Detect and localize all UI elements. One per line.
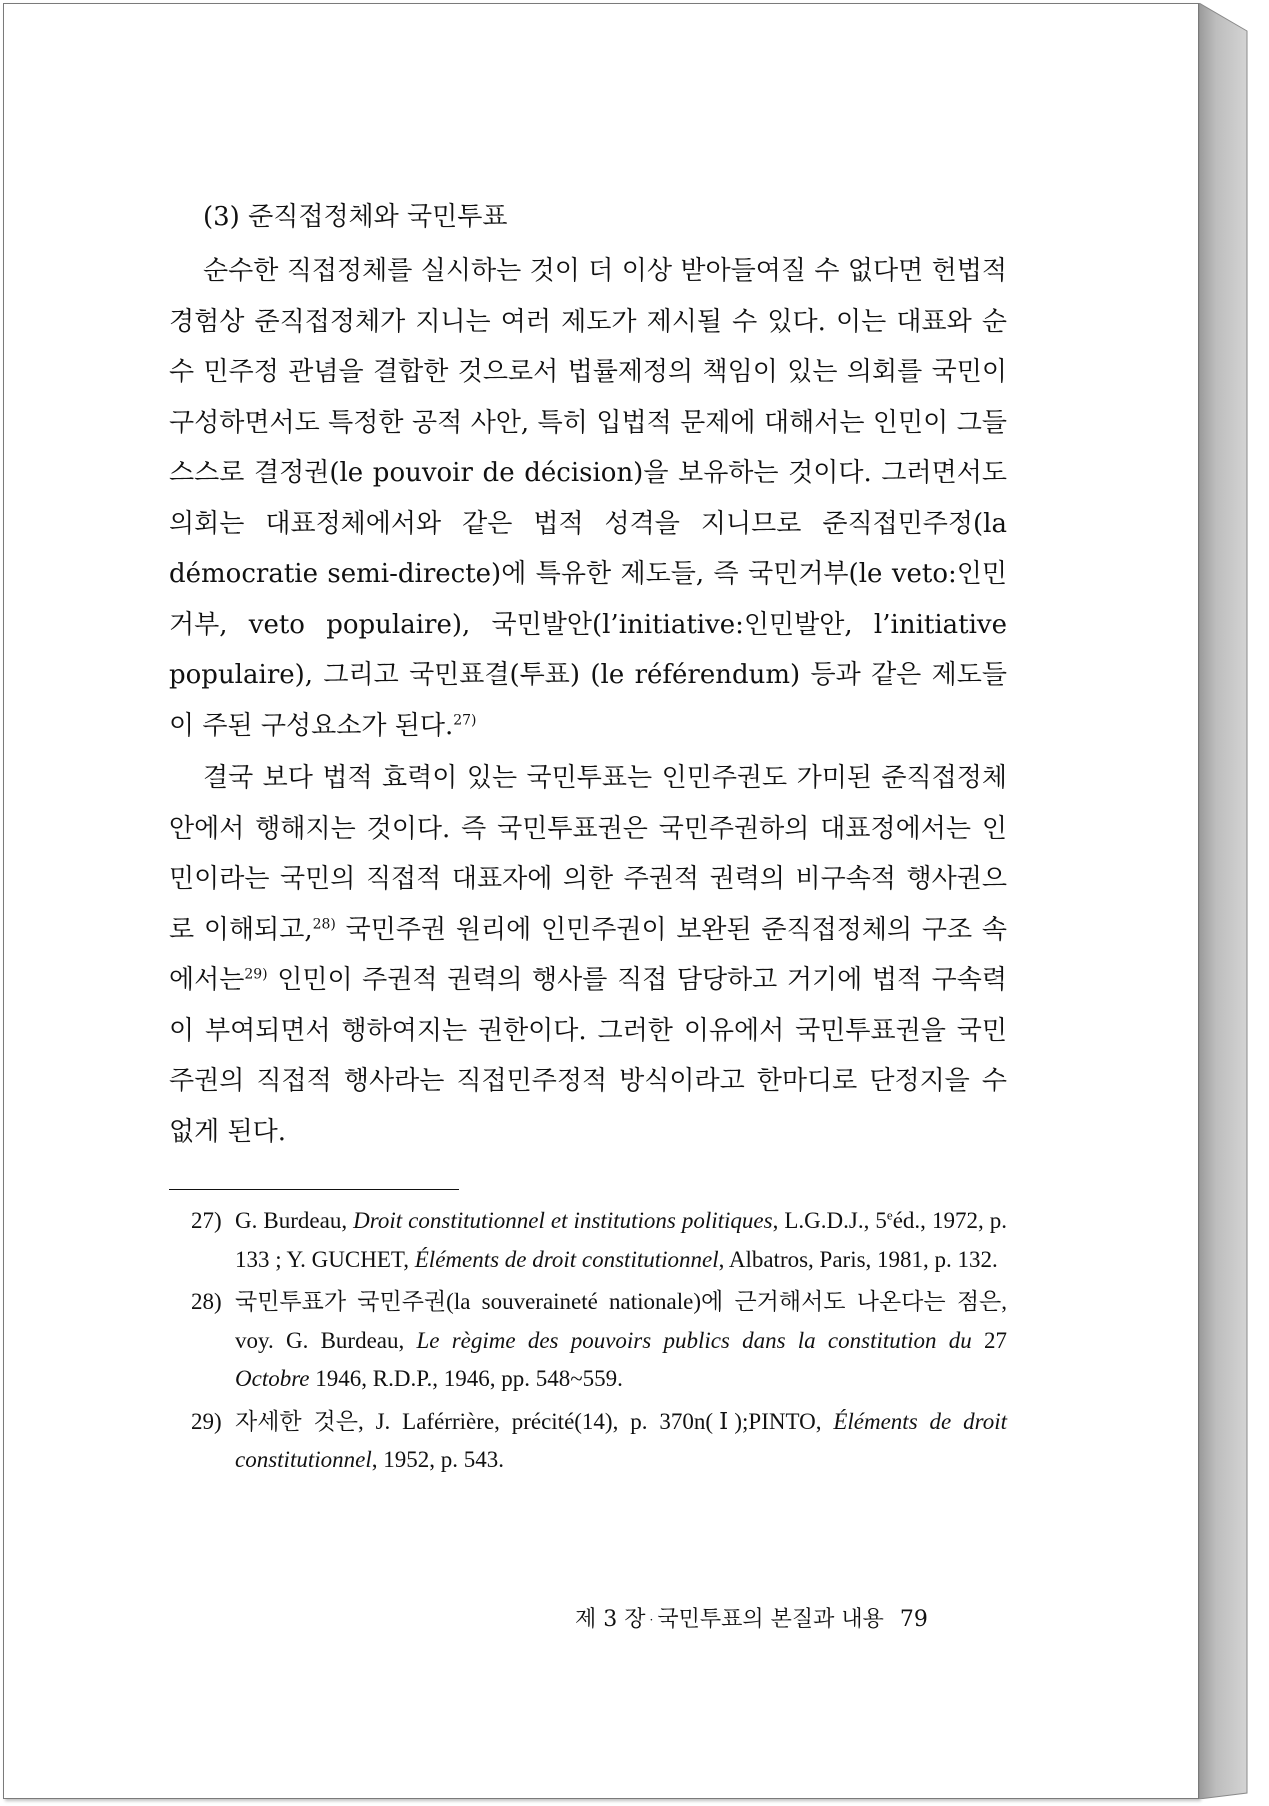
footnote-text-run: 자세한 것은, J. Laférrière, précité(14), p. 370n(Ⅰ);PINTO, — [235, 1408, 834, 1434]
footnote-text — [235, 1202, 1007, 1279]
footnote-text-run: 1946, R.D.P., 1946, pp. 548~559. — [309, 1366, 623, 1391]
book-page — [3, 3, 1199, 1799]
footnote-italic-run: Éléments de droit constitutionnel — [235, 1408, 1007, 1472]
footnote-text-run: 국민투표가 국민주권(la souveraineté nationale)에 근거해서도 나온다는 점은, voy. G. Burdeau, — [235, 1289, 1007, 1353]
footnote-italic-run: Éléments de droit constitutionnel — [414, 1246, 719, 1272]
footnote-28 — [169, 1283, 1007, 1399]
footnote-number: 29) — [191, 1408, 222, 1434]
footnote-text-run: , Albatros, Paris, 1981, p. 132. — [718, 1246, 998, 1272]
paragraph-2 — [169, 753, 1007, 1157]
running-head-separator: · — [649, 1613, 654, 1627]
footnotes — [169, 1202, 1007, 1480]
footnote-italic-run: Octobre — [235, 1366, 310, 1391]
paragraph-2-text-b: 국민주권 원리에 인민주권이 보완된 준직접정체의 구조 속에서는 — [169, 914, 1007, 995]
chapter-label: 제 3 장 — [575, 1607, 646, 1632]
footnote-number: 28) — [191, 1289, 222, 1314]
paragraph-1 — [169, 246, 1007, 751]
footnote-italic-run: Le règime des pouvoirs publics dans la constitution du — [416, 1327, 972, 1353]
paragraph-1-text: 순수한 직접정체를 실시하는 것이 더 이상 받아들여질 수 없다면 헌법적 경험상 준직접정체가 지니는 여러 제도가 제시될 수 있다. 이는 대표와 순수 민주정 관념을 결합한 것으로서 법률제정의 책임이 있는 의회를 국민이 구성하면서도 특정한 공적 사안, 특히 입법적 문제에 대해서는 인민이 그들 스스로 결정권(le pouvoir de décision)을 보유하는 것이다. 그러면서도 의회는 대표정체에서와 같은 법적 성격을 지니므로 준직접민주정(la démocratie semi-directe)에 특유한 제도들, 즉 국민거부(le veto:인민거부, veto populaire), 국민발안(l’initiative:인민발안, l’initiative populaire), 그리고 국민표결(투표) (le référendum) 등과 같은 제도들이 주된 구성요소가 된다. — [169, 256, 1007, 741]
paragraph-2-text-a: 결국 보다 법적 효력이 있는 국민투표는 인민주권도 가미된 준직접정체 안에서 행해지는 것이다. 즉 국민투표권은 국민주권하의 대표정에서는 인민이라는 국민의 직접적 대표자에 의한 주권적 권력의 비구속적 행사권으로 이해되고, — [169, 763, 1007, 945]
footnote-ref-28[interactable]: 28) — [312, 915, 336, 932]
footnote-ref-27[interactable]: 27) — [453, 711, 477, 728]
footnote-number: 27) — [191, 1208, 222, 1233]
footnote-text — [235, 1283, 1007, 1399]
paragraph-2-text-c: 인민이 주권적 권력의 행사를 직접 담당하고 거기에 법적 구속력이 부여되면서 행하여지는 권한이다. 그러한 이유에서 국민투표권을 국민주권의 직접적 행사라는 직접민주정적 방식이라고 한마디로 단정지을 수 없게 된다. — [169, 965, 1007, 1147]
page-number: 79 — [899, 1607, 928, 1632]
footnote-text-run: , L.G.D.J., 5 — [772, 1208, 887, 1233]
running-head — [575, 1602, 928, 1638]
footnote-divider — [169, 1189, 459, 1190]
footnote-text-run: G. Burdeau, — [235, 1208, 354, 1233]
footnote-ref-29[interactable]: 29) — [244, 966, 268, 983]
footnote-text-run: éd., 1972, p. 133 ; Y. GUCHET, — [235, 1208, 1007, 1272]
chapter-title: 국민투표의 본질과 내용 — [657, 1607, 884, 1632]
page-body — [169, 196, 1007, 1484]
footnote-superscript: e — [886, 1207, 893, 1223]
footnote-text-run: , 1952, p. 543. — [371, 1447, 504, 1472]
section-heading: (3) 준직접정체와 국민투표 — [203, 202, 508, 232]
footnote-27 — [169, 1202, 1007, 1279]
page-edge-3d — [1199, 3, 1257, 1799]
footnote-29 — [169, 1403, 1007, 1480]
footnote-text-run: 27 — [971, 1327, 1007, 1353]
footnote-text — [235, 1403, 1007, 1480]
footnote-italic-run: Droit constitutionnel et institutions politiques — [353, 1208, 773, 1233]
